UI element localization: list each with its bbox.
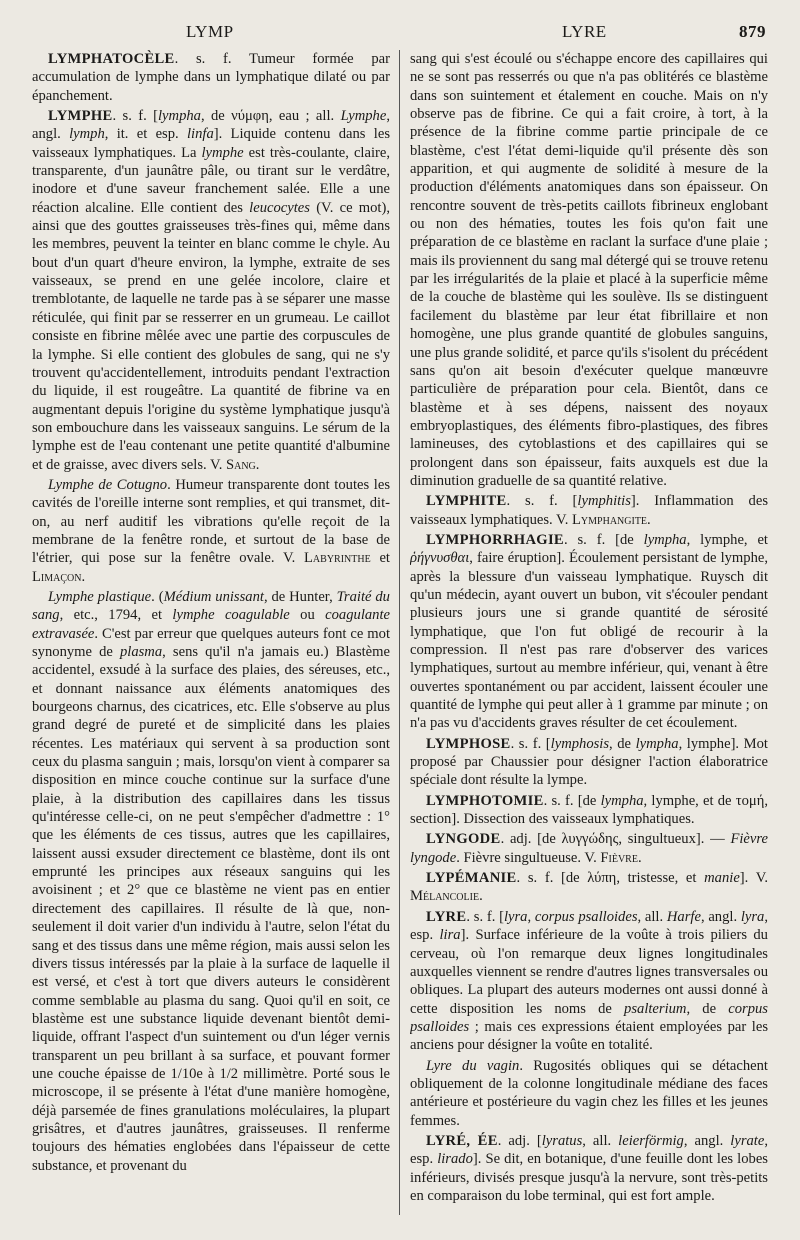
- italic-text: Médium unissant: [163, 588, 264, 605]
- entry-text: est très-coulante, claire, transparente, d'un jaunâtre pâle, ou tirant sur le verdâtre, inodore et d'une saveur franchement salée. Elle a une réaction alcaline. Elle contient des: [32, 144, 390, 216]
- italic-text: Lymphe de Cotugno: [48, 476, 168, 493]
- entry-text: . s. f. [de: [543, 792, 601, 809]
- italic-text: manie: [704, 870, 740, 887]
- italic-text: lympha: [643, 531, 687, 548]
- italic-text: lymphe coagulable: [172, 607, 290, 624]
- italic-text: psalterium: [624, 1000, 687, 1017]
- entry-headword: LYMPHATOCÈLE: [48, 51, 175, 67]
- entry-text: . adj. [de λυγγώδης, singultueux]. —: [500, 831, 731, 848]
- dictionary-entry: [410, 792, 768, 829]
- dictionary-entry: [32, 50, 390, 105]
- entry-text: , angl.: [683, 1132, 731, 1149]
- italic-text: lirado: [437, 1151, 473, 1168]
- entry-text: , angl.: [32, 108, 390, 143]
- entry-text: . adj. [: [497, 1132, 542, 1149]
- page-number: 879: [739, 22, 766, 41]
- italic-text: Lymphe: [340, 108, 387, 125]
- entry-text: , all.: [582, 1132, 619, 1149]
- entry-text: , sens qu'il n'a jamais eu.) Blastème accidentel, exsudé à la surface des plaies, des séreuses, etc., et donnant naissance aux éléments anatomiques des bourgeons charnus, des cicatrices, etc. Elle s'observe au plus grand degré de pureté et de simplicité dans les plaies récentes. Les matériaux qui servent à sa production sont ceux du plasma sanguin ; mais, lorsqu'on vient à comparer sa disposition en mince couche continue sur la surface d'une plaie, à la distribution des capillaires dans les tissus qu'intéresse celle-ci, on ne peut s'empêcher d'admettre : 1° que les éléments de ces tissus, autres que les capillaires, laissent aussi exsuder directement ce blastème, dont ils ont emprunté les principes aux réseaux sanguins qui les avoisinent ; et 2° que ce blastème ne vient pas en entier directement des capillaires. Il résulte de là que, non-seulement il doit varier d'un individu à l'autre, selon l'état du sang et des tissus dans une même région, mais aussi selon les divers tissus intéressés par la plaie à la surface de laquelle il est versé, et c'est à tort que divers auteurs le considèrent comme semblable au plasma du sang. Quoi qu'il en soit, ce blastème est une substance liquide devenant bientôt demi-liquide, offrant l'aspect d'un suintement ou d'un léger vernis transparent un peu brillant à sa surface, et pouvant former une couche épaisse de 1/10e à 1/2 millimètre. Porté sous le microscope, il se présente à l'état d'une manière homogène, déjà parsemée de fines granulations moléculaires, la plupart grisâtres, et d'autres jaunâtres, graisseuses. Il renferme toujours des hématies englobées dans l'épaisseur de cette substance, et provenant du: [32, 644, 390, 1174]
- entry-text: . Fièvre singultueuse. V.: [456, 849, 601, 866]
- running-header: [0, 22, 800, 50]
- entry-text: , etc., 1794, et: [59, 607, 173, 624]
- dictionary-entry: [410, 735, 768, 790]
- entry-text: ]. Liquide contenu dans les vaisseaux lymphatiques. La: [32, 126, 390, 161]
- entry-text: , faire éruption]. Écoulement persistant de lymphe, après la blessure d'un vaisseau lymphatique. Ruysch dit qu'un médecin, ayant ouvert un bubon, vit s'écouler pendant plusieurs jours une si grande quantité de sérosité lymphatique, que l'on fut obligé de recourir à la compression. Il n'est pas rare d'observer des varices lymphatiques, surtout au membre inférieur, qui, venant à être ouvertes spontanément ou par accident, laissent écouler une quantité de lymphe qui peut aller à 1 gramme par minute ; on n'a pas vu d'accidents graves résulter de cet écoulement.: [410, 550, 768, 732]
- entry-text: , de Hunter,: [263, 588, 337, 605]
- dictionary-entry: [410, 1132, 768, 1205]
- entry-text: .: [479, 888, 483, 905]
- dictionary-entry: [410, 1057, 768, 1130]
- right-column: [410, 50, 768, 1222]
- entry-text: . s. f. [de λύπη, tristesse, et: [516, 870, 705, 887]
- dictionary-entry: [410, 492, 768, 529]
- dictionary-entry: [410, 830, 768, 867]
- entry-text: , all.: [637, 908, 667, 925]
- italic-text: corpus psalloides: [410, 1000, 768, 1035]
- dictionary-entry: [410, 50, 768, 490]
- dictionary-entry: [410, 908, 768, 1055]
- entry-text: (V. ce mot), ainsi que des gouttes graisseuses très-fines qui, même dans les membres, peuvent la teinter en blanc comme le chyle. Au bout d'un quart d'heure environ, la lymphe, extraite de ses vaisseaux, se prend en une gelée incolore, claire et tremblotante, de laquelle ne tarde pas à se séparer une masse réticulée, qui finit par se resserrer en un grumeau. Le caillot consiste en fibrine mêlée avec une partie des corpuscules de la lymphe. Si elle contient des globules de sang, qui ne s'y trouvent qu'accidentellement, introduits pendant l'extraction du liquide, il est rougeâtre. La quantité de fibrine va en augmentant depuis l'origine du système lymphatique jusqu'à son embouchure dans les vaisseaux sanguins. Le sérum de la lymphe est de l'eau contenant une petite quantité d'albumine et de graisse, avec divers sels. V.: [32, 199, 390, 473]
- entry-text: . Humeur transparente dont toutes les cavités de l'oreille interne sont remplies, et qui transmet, dit-on, au nerf auditif les vibrations qu'elle reçoit de la membrane de la fenêtre ronde, et surtout de la base de l'étrier, qui pose sur la fenêtre ovale. V.: [32, 476, 390, 567]
- entry-text: . s. f. Tumeur formée par accumulation de lymphe dans un lymphatique dilaté ou par épanchement.: [32, 51, 390, 104]
- italic-text: lymph: [69, 126, 105, 143]
- entry-text: . s. f. [: [506, 493, 578, 510]
- italic-text: lyratus: [541, 1132, 583, 1149]
- italic-text: lymphe: [201, 144, 244, 161]
- italic-text: plasma: [119, 644, 163, 660]
- entry-text: , angl.: [700, 908, 741, 925]
- italic-text: lira: [439, 927, 461, 944]
- italic-text: Lyre du vagin: [426, 1057, 520, 1074]
- italic-text: lyrate: [730, 1132, 765, 1149]
- entry-text: .: [81, 568, 86, 585]
- cross-reference: Limaçon: [32, 568, 82, 585]
- italic-text: lympha: [635, 735, 679, 752]
- italic-text: corpus psalloides: [534, 908, 638, 925]
- dictionary-entry: [32, 476, 390, 586]
- entry-text: , esp.: [410, 1132, 768, 1168]
- cross-reference: Labyrinthe: [304, 550, 371, 567]
- italic-text: lymphosis: [550, 735, 610, 752]
- entry-headword: LYMPHOTOMIE: [426, 792, 544, 809]
- cross-reference: Lymphangite: [572, 511, 648, 528]
- italic-text: coagulante extravasée: [32, 607, 390, 642]
- italic-text: lympha: [158, 108, 201, 125]
- left-column: [32, 50, 390, 1222]
- italic-text: linfa: [186, 126, 214, 143]
- entry-text: .: [637, 849, 642, 866]
- entry-text: , lymphe, et de τομή, section]. Dissection des vaisseaux lymphatiques.: [410, 792, 768, 828]
- entry-text: , it. et esp.: [104, 126, 187, 143]
- entry-headword: LYMPHITE: [426, 493, 507, 510]
- entry-text: .: [255, 456, 260, 473]
- italic-text: ῥήγνυσθαι: [410, 550, 470, 567]
- column-divider: [399, 50, 400, 1215]
- entry-text: . C'est par erreur que quelques auteurs font ce mot synonyme de: [32, 625, 390, 660]
- entry-headword: LYMPHOSE: [426, 735, 511, 752]
- entry-headword: LYRÉ, ÉE: [426, 1132, 498, 1149]
- dictionary-entry: [410, 531, 768, 733]
- entry-text: ]. V.: [739, 870, 768, 887]
- entry-text: . s. f. [: [510, 735, 551, 752]
- entry-text: . (: [151, 588, 164, 605]
- entry-headword: LYNGODE: [426, 831, 501, 848]
- cross-reference: Fièvre: [600, 849, 638, 866]
- entry-text: , de: [609, 735, 636, 752]
- entry-text: sang qui s'est écoulé ou s'échappe encore des capillaires qui ne se sont pas resserrés ou que n'a pas oblitérés ce blastème dans son suintement et étalement en couche. Mais on n'y observe pas de fibrine. Ce qui a fait croire, à tort, à la présence de la fibrine comme partie principale de ce blastème, c'est l'état demi-liquide qu'il présente dès son apparition, et qui augmente de solidité à mesure de la production d'éléments anatomiques dans son épaisseur. On rencontre souvent de très-petits caillots fibrineux englobant ou non des hématies, toutes les fois qu'on fait une préparation de ce blastème en raclant la surface d'une plaie ; mais ils proviennent du sang mal détergé qui se trouve retenu par les irrégularités de la plaie et placé à la superficie même de la couche de blastème qui les soulève. Ils se distinguent facilement du blastème par leur état fibrillaire et non homogène, une plus grande quantité de globules sanguins, une plus grande solidité, et parce qu'ils s'isolent du précédent sans qu'on ait besoin d'exécuter quelque manœuvre particulière de préparation pour cela. Bientôt, dans ce blastème et à ses dépens, naissent des noyaux embryoplastiques, des éléments fibro-plastiques, des fibres lamineuses, des cytoblastions et des capillaires qui se prolongent dans son épaisseur, faits auxquels est due la diminution graduelle de sa quantité relative.: [410, 51, 768, 489]
- dictionary-entry: [32, 107, 390, 474]
- cross-reference: Mélancolie: [410, 888, 480, 905]
- italic-text: leierförmig: [618, 1132, 684, 1149]
- header-right-word: LYRE: [562, 22, 607, 41]
- entry-text: . Rugosités obliques qui se détachent obliquement de la colonne longitudinale médiane des faces antérieure et postérieure du vagin chez les filles et les jeunes femmes.: [410, 1057, 768, 1129]
- entry-text: ,: [527, 908, 535, 925]
- entry-text: , lymphe]. Mot proposé par Chaussier pour désigner l'action élaboratrice spéciale dont résulte la lympe.: [410, 735, 768, 789]
- italic-text: Harfe: [666, 908, 701, 925]
- entry-text: , de νύμφη, eau ; all.: [200, 108, 341, 125]
- italic-text: Traité du sang: [32, 588, 390, 624]
- entry-text: ]. Inflammation des vaisseaux lymphatiques. V.: [410, 493, 768, 528]
- entry-text: , de: [686, 1000, 729, 1017]
- cross-reference: Sang: [226, 456, 256, 473]
- entry-text: . s. f. [: [466, 908, 504, 925]
- entry-text: .: [647, 511, 651, 528]
- italic-text: leucocytes: [249, 199, 310, 216]
- entry-text: ]. Se dit, en botanique, d'une feuille dont les lobes inférieurs, divisés presque jusqu'à la nervure, sont très-petits en comparaison du lobe terminal, qui est fort ample.: [410, 1151, 768, 1204]
- entry-headword: LYPÉMANIE: [426, 870, 517, 887]
- entry-headword: LYRE: [426, 908, 467, 925]
- entry-headword: LYMPHORRHAGIE: [426, 531, 564, 548]
- italic-text: lympha: [600, 792, 644, 809]
- italic-text: lyra: [740, 908, 765, 925]
- italic-text: lyra: [503, 908, 528, 925]
- italic-text: lymphitis: [577, 493, 631, 510]
- entry-text: ]. Surface inférieure de la voûte à trois piliers du cerveau, où l'on remarque deux lignes longitudinales auxquelles viennent se rendre d'autres lignes transversales ou obliques. La plupart des auteurs modernes ont aussi donné à cette disposition les noms de: [410, 927, 768, 1017]
- entry-text: , lymphe, et: [686, 531, 768, 548]
- italic-text: Fièvre lyngode: [410, 831, 768, 866]
- entry-text: ou: [289, 607, 326, 624]
- header-left-word: LYMP: [186, 22, 234, 41]
- entry-text: . s. f. [: [112, 108, 158, 125]
- italic-text: Lymphe plastique: [48, 588, 152, 605]
- entry-text: . s. f. [de: [563, 531, 644, 548]
- entry-text: et: [370, 550, 390, 567]
- entry-text: ; mais ces expressions étaient employées par les anciens pour désigner la voûte en totalité.: [410, 1018, 768, 1054]
- entry-text: , esp.: [410, 908, 768, 944]
- dictionary-entry: [410, 869, 768, 906]
- dictionary-entry: [32, 588, 390, 1175]
- entry-headword: LYMPHE: [48, 108, 113, 125]
